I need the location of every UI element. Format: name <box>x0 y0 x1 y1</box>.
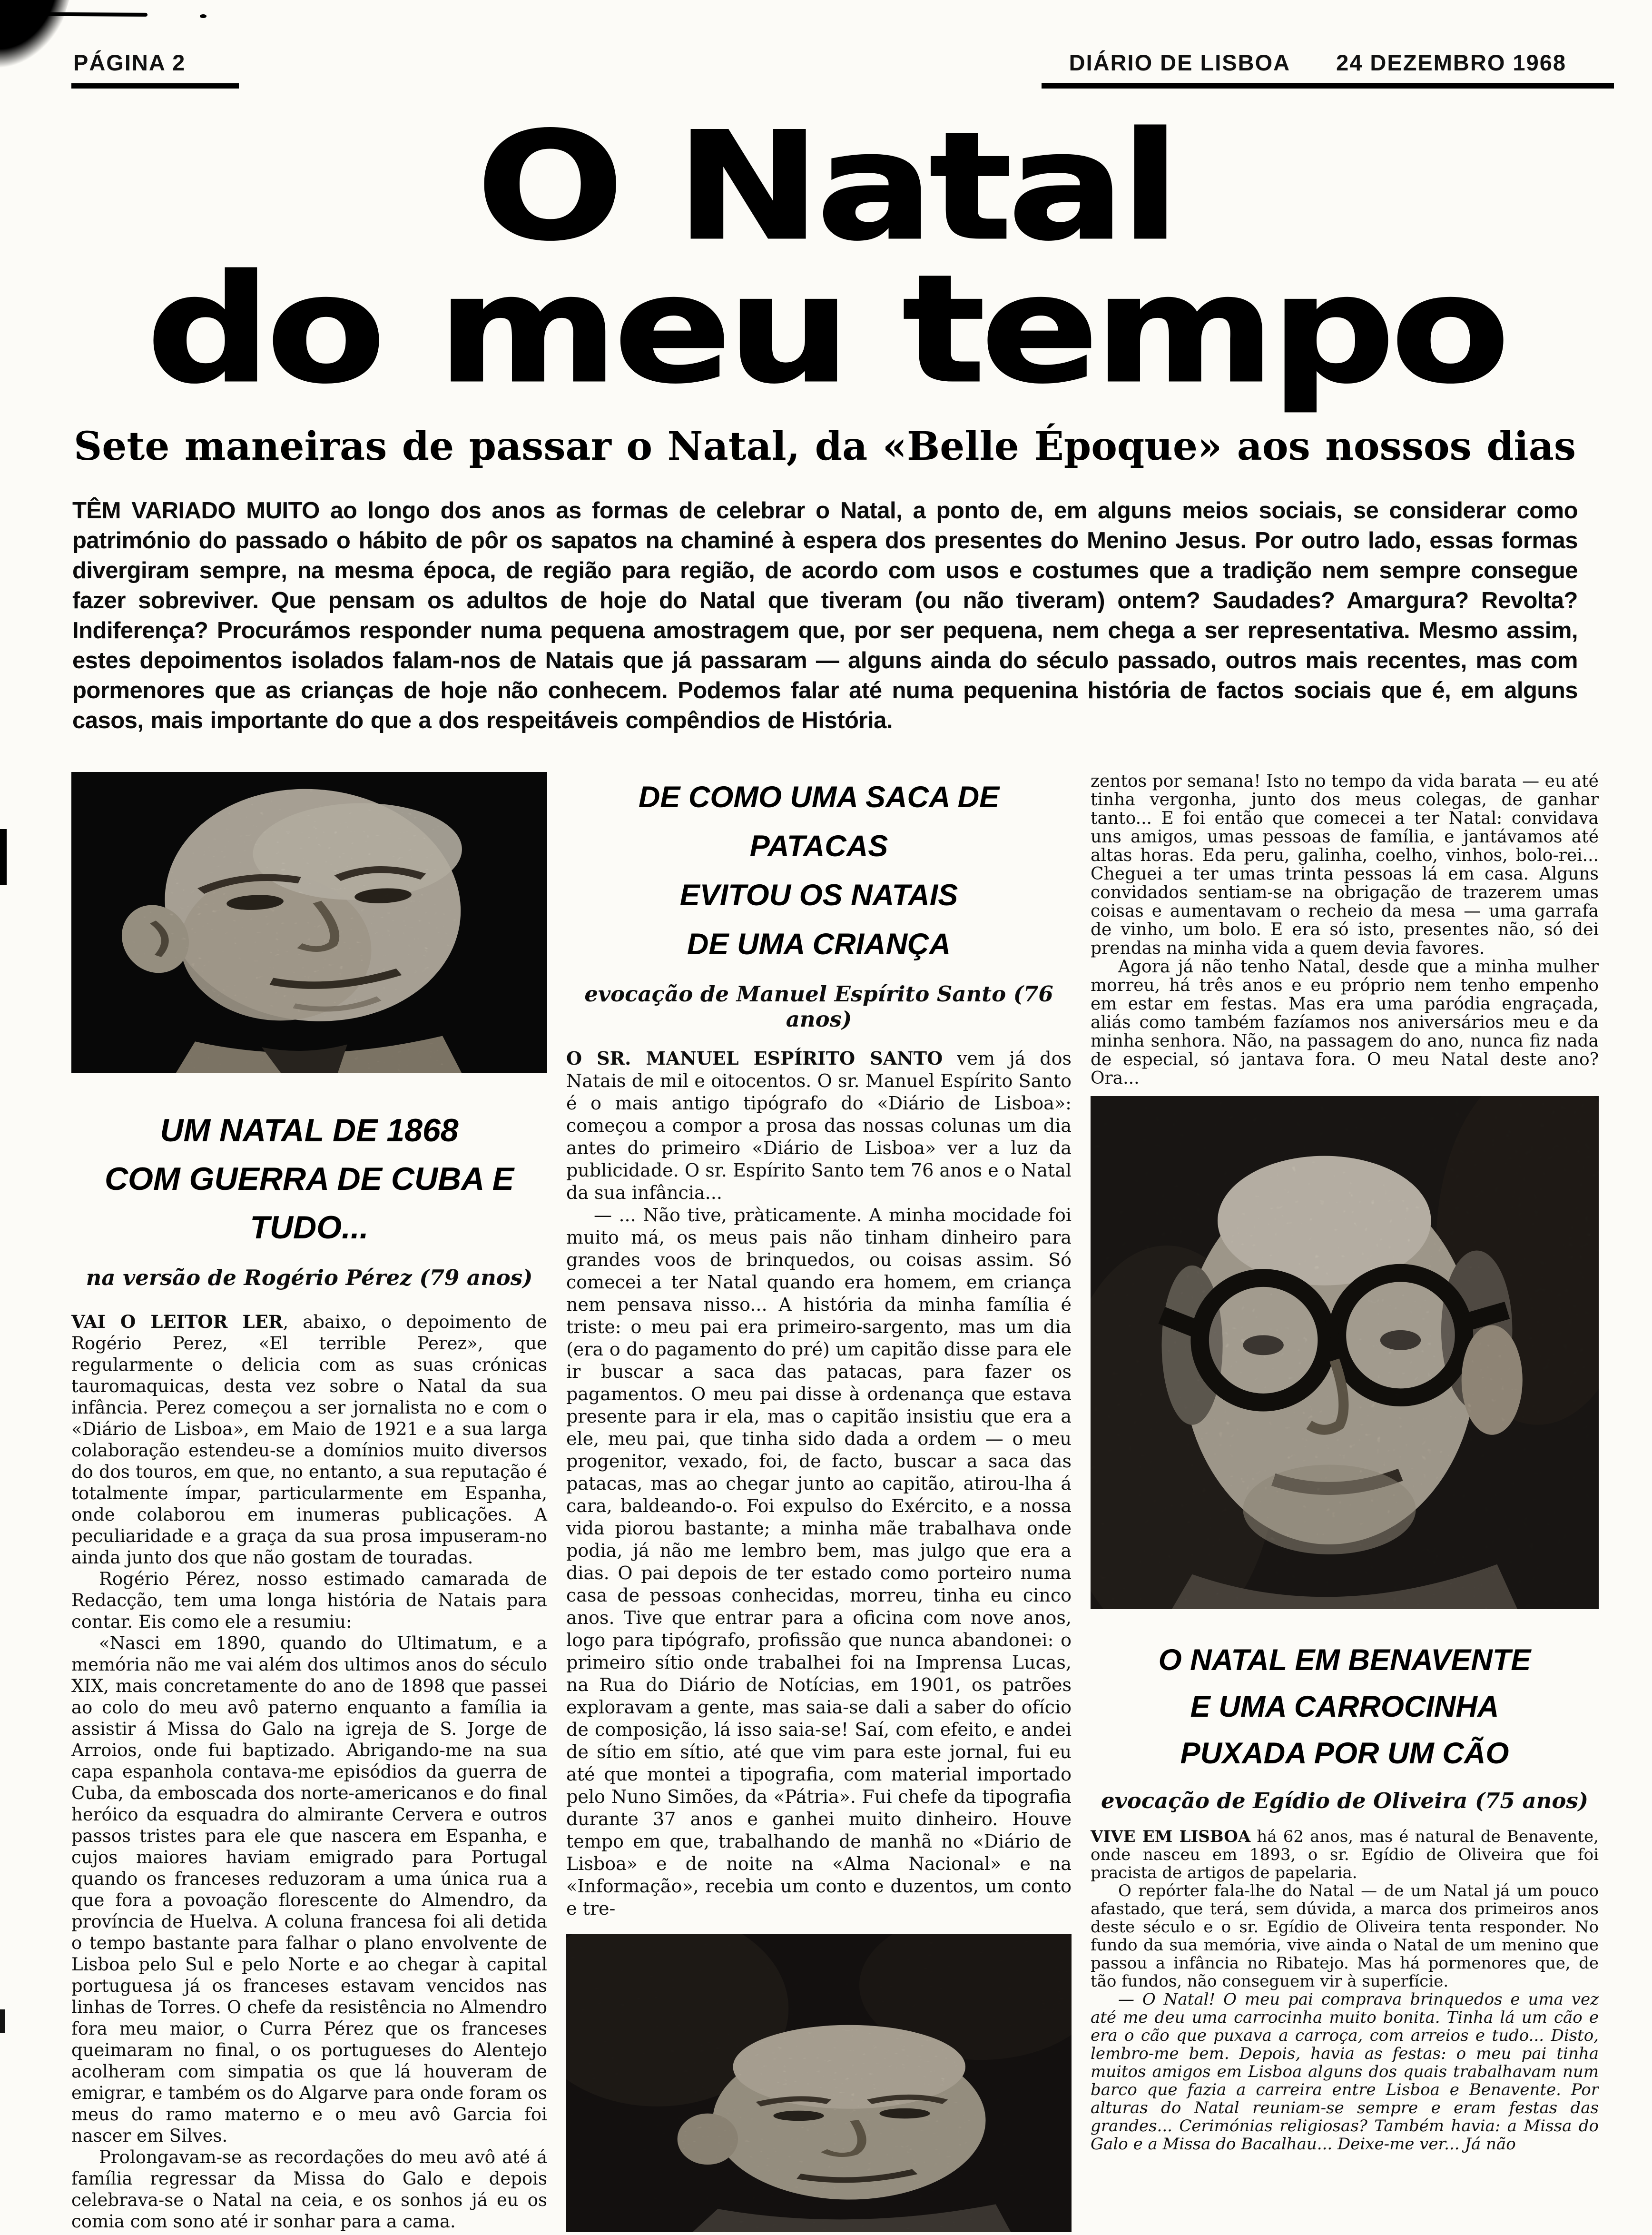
paragraph-lead-in: VAI O LEITOR LER <box>71 1311 283 1332</box>
paragraph: Rogério Pérez, nosso estimado camarada de Redacção, tem uma longa história de Natais para contar. Eis como ele a resumiu: <box>71 1569 547 1632</box>
article-headline-patacas <box>566 773 1072 969</box>
article-headline-line: O NATAL EM BENAVENTE <box>1158 1643 1531 1677</box>
article-body-patacas <box>566 1047 1072 1920</box>
photo-manuel-espirito-santo <box>566 1934 1072 2232</box>
article-body-benavente <box>1091 1828 1599 2153</box>
article-headline-line: DE COMO UMA SACA DE PATACAS <box>638 781 1000 863</box>
newspaper-title: DIÁRIO DE LISBOA <box>1069 50 1291 75</box>
article-body-cuba <box>71 1311 547 2232</box>
column-manuel-espirito-santo <box>566 772 1072 2232</box>
column-rogerio-perez <box>71 772 547 2232</box>
column-egidio-de-oliveira <box>1091 772 1599 2232</box>
paragraph: — ... Não tive, pràticamente. A minha mocidade foi muito má, os meus pais não tinham dinheiro para grandes voos de brinquedos, ou coisas assim. Só comecei a ter Natal quando era homem, em criança nem pensava nisso... A história da minha família é triste: o meu pai era primeiro-sargento, mas um dia (era o do pagamento do pré) um capitão disse para ele ir buscar a saca das patacas, para fazer os pagamentos. O meu pai disse à ordenança que estava presente para ir ela, mas o capitão insistiu que era a ele, meu pai, que tinha sido dada a ordem — o meu progenitor, vexado, foi, de facto, buscar a saca das patacas, mas ao chegar junto ao capitão, atirou-lha á cara, baldeando-o. Foi expulso do Exército, e a nossa vida piorou bastante; a minha mãe trabalhava onde podia, já não me lembro bem, mas julgo que era a dias. O pai depois de ter estado como porteiro numa casa de pessoas conhecidas, morreu, tinha eu cinco anos. Tive que entrar para a oficina com nove anos, logo para tipógrafo, profissão que nunca abandonei: o primeiro sítio onde trabalhei foi na Imprensa Lucas, na Rua do Diário de Notícias, em 1901, os patrões exploravam a gente, mas saia-se dali a saber do ofício de composição, lá isso saia-se! Saí, com efeito, e andei de sítio em sítio, até que vim para este jornal, fui eu até que montei a tipografia, com material importado pelo Nuno Simões, da «Pátria». Fui chefe da tipografia durante 37 anos e ganhei muito dinheiro. Houve tempo em que, trabalhando de manhã no «Diário de Lisboa» e de noite na «Alma Nacional» e na «Informação», recebia um conto e duzentos, um conto e tre- <box>566 1205 1072 1919</box>
paragraph-lead-in: VIVE EM LISBOA <box>1091 1827 1251 1846</box>
masthead-right <box>1042 49 1614 89</box>
article-headline-line: PUXADA POR UM CÃO <box>1180 1737 1509 1770</box>
byline-rogerio-perez: na versão de Rogério Pérez (79 anos) <box>86 1265 533 1290</box>
article-headline-cuba <box>71 1106 547 1252</box>
article-body-patacas-continuation <box>1091 772 1599 1088</box>
subheadline: Sete maneiras de passar o Natal, da «Belle Époque» aos nossos dias <box>74 424 1576 469</box>
masthead <box>71 49 1614 89</box>
article-headline-benavente <box>1091 1637 1599 1777</box>
byline-egidio-de-oliveira: evocação de Egídio de Oliveira (75 anos) <box>1101 1788 1589 1813</box>
scan-mark <box>0 2009 5 2033</box>
byline-manuel-espirito-santo: evocação de Manuel Espírito Santo (76 anos) <box>584 981 1053 1032</box>
page-number-label: PÁGINA 2 <box>71 49 239 89</box>
scan-mark <box>0 829 7 885</box>
paragraph: «Nasci em 1890, quando do Ultimatum, e a memória não me vai além dos ultimos anos do século XIX, mais concretamente do ano de 1898 que passei ao colo do meu avô paterno enquanto a família ia assistir á Missa do Galo na igreja de S. Jorge de Arroios, onde fui baptizado. Abrigando-me na sua capa espanhola contava-me episódios da guerra de Cuba, da emboscada dos norte-americanos e do final heróico da esquadra do almirante Cervera e outros passos tristes para ele que nascera em Espanha, e cujos maiores haviam emigrado para Portugal quando os franceses reduzoram a uma única rua a que fora a povoação florescente do Almendro, da província de Huelva. A coluna francesa foi ali detida o tempo bastante para falhar o plano envolvente de Lisboa pelo Sul e pelo Norte e ao chegar à capital portuguesa já os franceses estavam vencidos nas linhas de Torres. O chefe da resistência no Almendro fora meu maior, o Curra Pérez que os franceses queimaram no final, o os portugueses do Alentejo acolheram com simpatia os que lá houveram de emigrar, e também os do Algarve para onde foram os meus do ramo materno e o meu avô Garcia foi nascer em Silves. <box>71 1633 547 2146</box>
paragraph: Prolongavam-se as recordações do meu avô até á família regressar da Missa do Galo e depois celebrava-se o Natal na ceia, e os sonhos já eu os comia com sono até ir sonhar para a cama. <box>71 2147 547 2232</box>
photo-rogerio-perez <box>71 772 547 1073</box>
article-headline-line: E UMA CARROCINHA <box>1190 1690 1499 1723</box>
article-headline-line: DE UMA CRIANÇA <box>687 928 951 961</box>
paragraph: O repórter fala-lhe do Natal — de um Natal já um pouco afastado, que terá, sem dúvida, a marca dos primeiros anos deste século e o sr. Egídio de Oliveira tenta responder. No fundo da sua memória, vive ainda o Natal de um menino que passou a infância no Ribatejo. Mas há pormenores que, de tão fundos, não conseguem vir à superfície. <box>1091 1881 1599 1991</box>
paragraph: Agora já não tenho Natal, desde que a minha mulher morreu, há três anos e eu próprio nem tenho empenho em estar em festas. Mas era uma paródia engraçada, aliás como também fazíamos nos aniversários meu e da minha senhora. Não, na passagem do ano, nunca fiz nada de especial, só jantava fora. O meu Natal deste ano? Ora... <box>1091 957 1599 1088</box>
headline-line-1: O Natal <box>476 100 1176 273</box>
article-headline-line: COM GUERRA DE CUBA E TUDO... <box>104 1161 514 1246</box>
paragraph-lead-in: O SR. MANUEL ESPÍRITO SANTO <box>566 1048 943 1069</box>
paragraph <box>71 1311 547 1568</box>
photo-egidio-de-oliveira <box>1091 1096 1599 1609</box>
scan-dot <box>200 14 206 18</box>
article-columns <box>71 772 1599 2232</box>
paragraph <box>566 1047 1072 1204</box>
issue-date: 24 DEZEMBRO 1968 <box>1336 50 1566 75</box>
paragraph-text: há 62 anos, mas é natural de Benavente, onde nasceu em 1893, o sr. Egídio de Oliveira que foi pracista de artigos de papelaria. <box>1091 1827 1599 1882</box>
paragraph <box>1091 1828 1599 1882</box>
paragraph-italic-quote: — O Natal! O meu pai comprava brinquedos e uma vez até me deu uma carrocinha muito bonita. Tinha lá um cão e era o cão que puxava a carroça, com arreios e tudo... Disto, lembro-me bem. Depois, havia as festas: o meu pai tinha muitos amigos em Lisboa alguns dos quais trabalhavam num barco que fazia a carreira entre Lisboa e Benavente. Por alturas do Natal reuniam-se sempre e eram festas das grandes... Cerimónias religiosas? Também havia: a Missa do Galo e a Missa do Bacalhau... Deixe-me ver... Já não <box>1091 1990 1599 2154</box>
paragraph-text: , abaixo, o depoimento de Rogério Perez, «El terrible Perez», que regularmente o delicia com as suas crónicas tauromaquicas, desta vez sobre o Natal da sua infância. Perez começou a ser jornalista no e com o «Diário de Lisboa», em Maio de 1921 e a sua larga colaboração estendeu-se a domínios muito diversos do dos touros, em que, no entanto, a sua reputação é totalmente ímpar, particularmente em Espanha, onde colaborou em inumeras publicações. A peculiaridade e a graça da sua prosa impuseram-no ainda junto dos que não gostam de touradas. <box>71 1312 547 1568</box>
main-headline <box>0 100 1652 416</box>
article-headline-line: EVITOU OS NATAIS <box>679 879 958 912</box>
article-headline-line: UM NATAL DE 1868 <box>160 1112 459 1148</box>
paragraph-text: vem já dos Natais de mil e oitocentos. O sr. Manuel Espírito Santo é o mais antigo tipógrafo do «Diário de Lisboa»: começou a compor a prosa das nossas colunas um dia antes do primeiro «Diário de Lisboa» ver a luz da publicidade. O sr. Espírito Santo tem 76 anos e o Natal da sua infância... <box>566 1048 1072 1203</box>
paragraph: zentos por semana! Isto no tempo da vida barata — eu até tinha vergonha, junto dos meus colegas, de ganhar tanto... E foi então que comecei a ter Natal: convidava uns amigos, umas pessoas de família, e jantávamos até altas horas. Eda peru, galinha, coelho, vinhos, bolo-rei... Cheguei a ter umas trinta pessoas lá em casa. Alguns convidados sentiam-se na obrigação de trazerem umas coisas e aumentavam o recheio da mesa — uma garrafa de vinho, um bolo. E era só isto, presentes não, só dei prendas na minha vida a quem devia favores. <box>1091 772 1599 958</box>
lead-paragraph: TÊM VARIADO MUITO ao longo dos anos as formas de celebrar o Natal, a ponto de, em alguns meios sociais, se considerar como património do passado o hábito de pôr os sapatos na chaminé à espera dos presentes do Menino Jesus. Por outro lado, essas formas divergiram sempre, na mesma época, de região para região, de acordo com usos e costumes que a tradição nem sempre consegue fazer sobreviver. Que pensam os adultos de hoje do Natal que tiveram (ou não tiveram) ontem? Saudades? Amargura? Revolta? Indiferença? Procurámos responder numa pequena amostragem que, por ser pequena, nem chega a ser representativa. Mesmo assim, estes depoimentos isolados falam-nos de Natais que já passaram — alguns ainda do século passado, outros mais recentes, mas com pormenores que as crianças de hoje não conhecem. Podemos falar até numa pequenina história de factos sociais que é, em alguns casos, mais importante do que a dos respeitáveis compêndios de História. <box>72 498 1578 733</box>
headline-line-2: do meu tempo <box>146 243 1506 416</box>
